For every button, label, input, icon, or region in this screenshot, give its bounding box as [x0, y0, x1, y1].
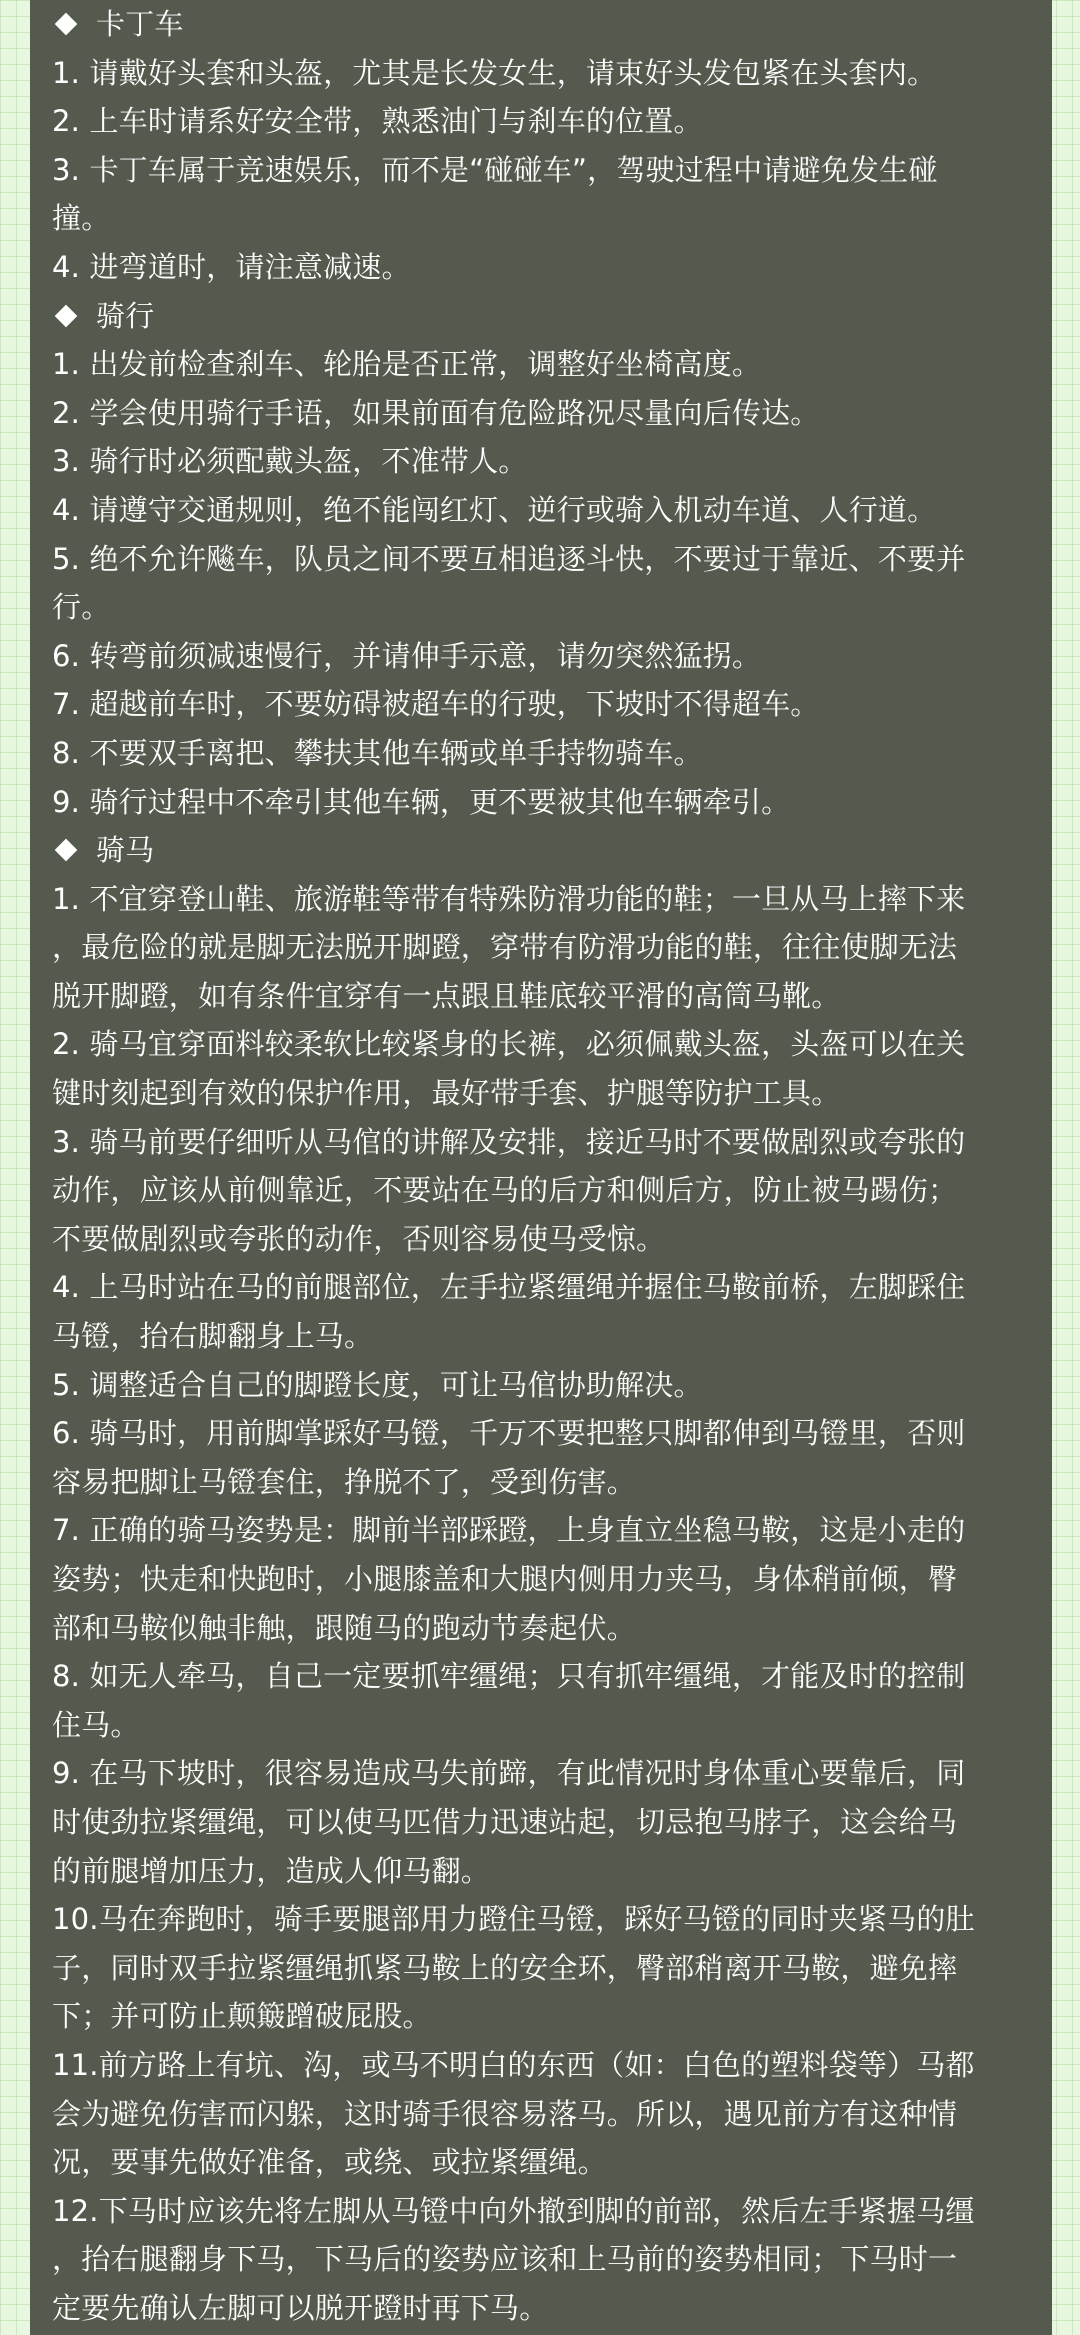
cycling-line: 行。 [52, 590, 111, 625]
diamond-bullet-icon [55, 13, 78, 36]
horse-riding-line: 住马。 [52, 1707, 140, 1742]
horse-riding-line: 姿势；快走和快跑时，小腿膝盖和大腿内侧用力夹马，身体稍前倾，臀 [52, 1562, 958, 1596]
horse-riding-line: 不要做剧烈或夸张的动作，否则容易使马受惊。 [52, 1221, 666, 1256]
horse-riding-line: 12.下马时应该先将左脚从马镫中向外撤到脚的前部，然后左手紧握马缰 [52, 2193, 975, 2228]
horse-riding-line: 定要先确认左脚可以脱开蹬时再下马。 [52, 2290, 549, 2325]
horse-riding-line: 的前腿增加压力，造成人仰马翻。 [52, 1853, 491, 1888]
horse-riding-line: 2. 骑马宜穿面料较柔软比较紧身的长裤，必须佩戴头盔，头盔可以在关 [52, 1027, 966, 1062]
section-header-cycling [52, 292, 1026, 341]
horse-riding-line: ，抬右腿翻身下马，下马后的姿势应该和上马前的姿势相同；下马时一 [52, 2242, 958, 2277]
horse-riding-line: 4. 上马时站在马的前腿部位，左手拉紧缰绳并握住马鞍前桥，左脚踩住 [52, 1270, 966, 1305]
section-header-karting [52, 0, 1026, 49]
horse-riding-line: 10.马在奔跑时，骑手要腿部用力蹬住马镫，踩好马镫的同时夹紧马的肚 [52, 1902, 975, 1937]
horse-riding-line: 脱开脚蹬，如有条件宜穿有一点跟且鞋底较平滑的高筒马靴。 [52, 978, 841, 1013]
section-title: 骑马 [96, 833, 155, 868]
cycling-line: 6. 转弯前须减速慢行，并请伸手示意，请勿突然猛拐。 [52, 638, 762, 673]
horse-riding-line: 部和马鞍似触非触，跟随马的跑动节奏起伏。 [52, 1610, 637, 1645]
cycling-line: 3. 骑行时必须配戴头盔，不准带人。 [52, 444, 528, 479]
horse-riding-line: 况，要事先做好准备，或绕、或拉紧缰绳。 [52, 2145, 607, 2180]
horse-riding-line: 7. 正确的骑马姿势是：脚前半部踩蹬，上身直立坐稳马鞍，这是小走的 [52, 1513, 966, 1548]
horse-riding-line: 子，同时双手拉紧缰绳抓紧马鞍上的安全环，臀部稍离开马鞍，避免摔 [52, 1950, 958, 1985]
horse-riding-line: 6. 骑马时，用前脚掌踩好马镫，千万不要把整只脚都伸到马镫里，否则 [52, 1416, 966, 1451]
karting-line: 4. 进弯道时，请注意减速。 [52, 249, 411, 284]
horse-riding-line: 9. 在马下坡时，很容易造成马失前蹄，有此情况时身体重心要靠后，同 [52, 1756, 966, 1791]
karting-line: 3. 卡丁车属于竞速娱乐，而不是“碰碰车”，驾驶过程中请避免发生碰 [52, 152, 938, 187]
horse-riding-line: 5. 调整适合自己的脚蹬长度，可让马倌协助解决。 [52, 1367, 703, 1402]
cycling-line: 8. 不要双手离把、攀扶其他车辆或单手持物骑车。 [52, 735, 703, 770]
section-header-horse-riding [52, 826, 1026, 875]
horse-riding-line: 3. 骑马前要仔细听从马倌的讲解及安排，接近马时不要做剧烈或夸张的 [52, 1124, 966, 1159]
horse-riding-line: 会为避免伤害而闪躲，这时骑手很容易落马。所以，遇见前方有这种情 [52, 2096, 958, 2131]
karting-line: 撞。 [52, 201, 111, 236]
diamond-bullet-icon [55, 839, 78, 862]
karting-line: 1. 请戴好头套和头盔，尤其是长发女生，请束好头发包紧在头套内。 [52, 55, 937, 90]
cycling-line: 9. 骑行过程中不牵引其他车辆，更不要被其他车辆牵引。 [52, 784, 791, 819]
diamond-bullet-icon [55, 305, 78, 328]
safety-notes-panel [30, 0, 1052, 2335]
horse-riding-line: 8. 如无人牵马，自己一定要抓牢缰绳；只有抓牢缰绳，才能及时的控制 [52, 1659, 966, 1694]
horse-riding-line: 键时刻起到有效的保护作用，最好带手套、护腿等防护工具。 [52, 1076, 841, 1111]
cycling-line: 7. 超越前车时，不要妨碍被超车的行驶，下坡时不得超车。 [52, 687, 820, 722]
horse-riding-line: 1. 不宜穿登山鞋、旅游鞋等带有特殊防滑功能的鞋；一旦从马上摔下来 [52, 881, 966, 916]
horse-riding-line: 容易把脚让马镫套住，挣脱不了，受到伤害。 [52, 1464, 637, 1499]
cycling-line: 1. 出发前检查刹车、轮胎是否正常，调整好坐椅高度。 [52, 347, 762, 382]
horse-riding-line: 11.前方路上有坑、沟，或马不明白的东西（如：白色的塑料袋等）马都 [52, 2047, 975, 2082]
section-title: 卡丁车 [96, 7, 184, 41]
section-title: 骑行 [96, 298, 155, 333]
horse-riding-line: 马镫，抬右脚翻身上马。 [52, 1319, 374, 1354]
horse-riding-line: 下；并可防止颠簸蹭破屁股。 [52, 1999, 432, 2034]
horse-riding-line: 时使劲拉紧缰绳，可以使马匹借力迅速站起，切忌抱马脖子，这会给马 [52, 1804, 958, 1839]
cycling-line: 5. 绝不允许飚车，队员之间不要互相追逐斗快，不要过于靠近、不要并 [52, 541, 966, 576]
horse-riding-line: 动作，应该从前侧靠近，不要站在马的后方和侧后方，防止被马踢伤； [52, 1173, 958, 1208]
horse-riding-line: ，最危险的就是脚无法脱开脚蹬，穿带有防滑功能的鞋，往往使脚无法 [52, 930, 958, 965]
karting-line: 2. 上车时请系好安全带，熟悉油门与刹车的位置。 [52, 104, 703, 139]
cycling-line: 4. 请遵守交通规则，绝不能闯红灯、逆行或骑入机动车道、人行道。 [52, 492, 937, 527]
cycling-line: 2. 学会使用骑行手语，如果前面有危险路况尽量向后传达。 [52, 395, 820, 430]
